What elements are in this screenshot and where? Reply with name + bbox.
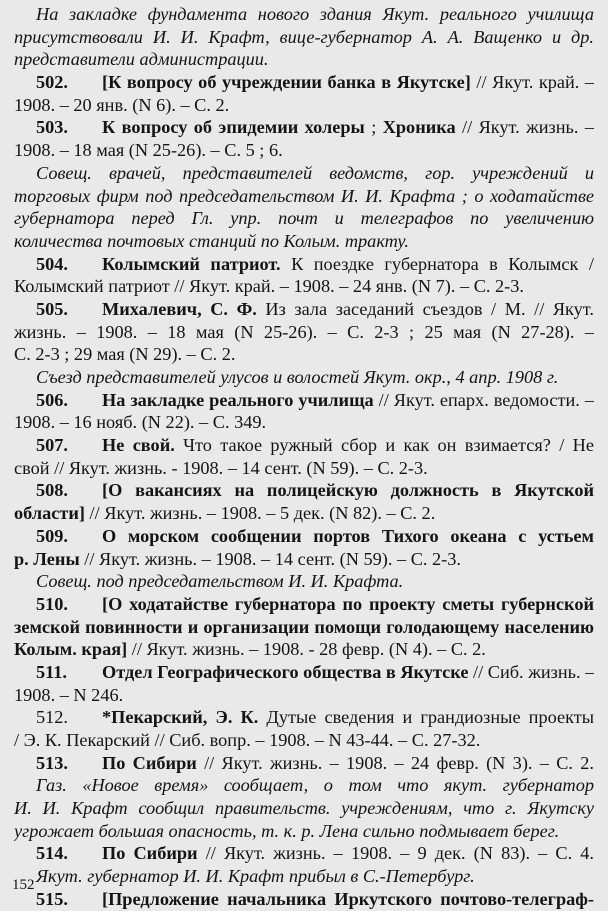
entry-title: По Сибири <box>102 752 197 773</box>
bibliography-entry <box>14 366 594 389</box>
entry-text: // Якут. епарх. ведомости. – <box>373 389 594 410</box>
entry-number: 509. <box>36 525 68 546</box>
entry-text: количества почтовых станций по Колым. тракту. <box>14 230 409 251</box>
entry-line <box>14 593 594 616</box>
entry-line <box>14 343 594 366</box>
entry-line <box>14 389 594 412</box>
entry-line <box>14 321 594 344</box>
bibliography-entry <box>14 116 594 161</box>
entry-number: 511. <box>36 661 67 682</box>
entry-line <box>14 752 594 775</box>
entry-line <box>14 842 594 865</box>
entry-number: 513. <box>36 752 68 773</box>
entry-line <box>14 479 594 502</box>
annotation-line <box>14 865 594 888</box>
entry-line <box>14 457 594 480</box>
entry-text: На закладке фундамента нового здания Якут. реального училища <box>36 4 594 24</box>
page-number: 152 <box>12 877 35 893</box>
entry-text: // Якут. жизнь. – 1908. - 28 февр. (N 4). – С. 2. <box>127 639 486 660</box>
annotation-line <box>14 207 594 230</box>
entry-line <box>14 661 594 684</box>
bibliography-entry <box>14 253 594 298</box>
entry-text: Съезд представителей улусов и волостей Якут. окр., 4 апр. 1908 г. <box>36 367 559 387</box>
entry-line <box>14 139 594 162</box>
entry-line <box>14 502 594 525</box>
entry-line <box>14 116 594 139</box>
entry-text: 1908. – 16 нояб. (N 22). – С. 349. <box>14 412 267 433</box>
entry-line <box>14 888 594 911</box>
bibliography-entry <box>14 865 594 888</box>
entry-title: р. Лены <box>14 548 80 569</box>
entry-title: [К вопросу об учреждении банка в Якутске] <box>102 72 471 93</box>
entry-line <box>14 71 594 94</box>
entry-title: [Предложение начальника Иркутского почтово-телеграф- <box>102 888 594 909</box>
entry-title: Не свой. <box>102 435 175 456</box>
entry-text: жизнь. – 1908. – 18 мая (N 25-26). – С. 2-3 ; 25 мая (N 27-28). – <box>14 321 594 342</box>
entry-title: земской повинности и организации помощи голодающему населению <box>14 616 594 637</box>
entry-line <box>14 525 594 548</box>
annotation-line <box>14 366 594 389</box>
entry-text: К поездке губернатора в Колымск / <box>280 253 594 274</box>
annotation-line <box>14 26 594 49</box>
entry-line <box>14 298 594 321</box>
annotation-line <box>14 185 594 208</box>
entry-title: На закладке реального училища <box>102 389 374 410</box>
entry-text: // Якут. жизнь. – 1908. – 9 дек. (N 83). – С. 4. <box>197 843 594 864</box>
annotation-line <box>14 570 594 593</box>
annotation-line <box>14 3 594 26</box>
entry-text: // Сиб. жизнь. – <box>468 661 594 682</box>
entry-title: *Пекарский, Э. К. <box>102 707 259 728</box>
entry-number: 505. <box>36 298 68 319</box>
entry-line <box>14 548 594 571</box>
bibliography-entry <box>14 389 594 434</box>
entry-text: Что такое ружный сбор и как он взимается? / Не <box>174 435 594 456</box>
entry-title: О морском сообщении портов Тихого океана с устьем <box>102 525 594 546</box>
entry-number: 506. <box>36 389 68 410</box>
annotation-line <box>14 820 594 843</box>
entry-title: Колым. края] <box>14 639 128 660</box>
entry-text: 1908. – 18 мая (N 25-26). – С. 5 ; 6. <box>14 140 283 161</box>
entry-line <box>14 616 594 639</box>
entry-line <box>14 253 594 276</box>
bibliography-entry <box>14 298 594 366</box>
entry-text: И. И. Крафт сообщил правительств. учреждениям, что г. Якутску <box>14 798 594 819</box>
entry-text: торговых фирм под председательством И. И. Крафта ; о ходатайстве <box>14 185 594 206</box>
entry-title: Михалевич, С. Ф. <box>102 298 257 319</box>
bibliography-entry <box>14 570 594 593</box>
entry-text: Газ. «Новое время» сообщает, о том что якут. губернатор <box>36 775 594 796</box>
entry-text: Совещ. под председательством И. И. Крафта. <box>36 571 404 592</box>
entry-text: // Якут. жизнь. – 1908. – 5 дек. (N 82). – С. 2. <box>84 503 436 524</box>
entry-line <box>14 729 594 752</box>
annotation-line <box>14 48 594 71</box>
entry-title: Хроника <box>382 117 456 138</box>
bibliography-entry <box>14 752 594 775</box>
entry-title: По Сибири <box>102 843 198 864</box>
entry-text: губернатора перед Гл. упр. почт и телеграфов по увеличению <box>14 208 594 229</box>
bibliography-entry <box>14 661 594 706</box>
entry-text: свой // Якут. жизнь. - 1908. – 14 сент. (N 59). – С. 2-3. <box>14 457 428 478</box>
entry-title: области] <box>14 503 85 524</box>
entry-text: угрожает большая опасность, т. к. р. Лена сильно подмывает берег. <box>14 820 560 841</box>
bibliography-entry <box>14 774 594 842</box>
entry-number: 507. <box>36 435 68 456</box>
entry-number: 503. <box>36 117 68 138</box>
entry-title: К вопросу об эпидемии холеры <box>102 117 365 138</box>
entry-text: С. 2-3 ; 29 мая (N 29). – С. 2. <box>14 344 236 365</box>
entry-line <box>14 94 594 117</box>
bibliography-entry <box>14 162 594 253</box>
entry-title: [О ходатайстве губернатора по проекту сметы губернской <box>102 593 594 614</box>
entry-text: / Э. К. Пекарский // Сиб. вопр. – 1908. – N 43-44. – С. 27-32. <box>14 730 481 750</box>
entry-number: 515. <box>36 888 68 909</box>
entry-text: // Якут. жизнь. – <box>455 117 594 138</box>
entry-text: Из зала заседаний съездов / М. // Якут. <box>256 298 594 319</box>
entry-number: 502. <box>36 72 68 93</box>
annotation-line <box>14 774 594 797</box>
annotation-line <box>14 230 594 253</box>
entry-number: 504. <box>36 253 68 274</box>
bibliography-entry <box>14 842 594 865</box>
bibliography-entry <box>14 593 594 661</box>
entry-text: // Якут. жизнь. – 1908. – 14 сент. (N 59). – С. 2-3. <box>79 548 461 569</box>
entry-text: Совещ. врачей, представителей ведомств, гор. учреждений и <box>36 162 594 183</box>
entry-text: Якут. губернатор И. И. Крафт прибыл в С.-Петербург. <box>36 866 475 887</box>
entry-line <box>14 411 594 434</box>
entry-title: Колымский патриот. <box>102 253 281 274</box>
entry-text: представители администрации. <box>14 49 269 70</box>
bibliography-entry <box>14 71 594 116</box>
entry-text: Колымский патриот // Якут. край. – 1908. – 24 янв. (N 7). – С. 2-3. <box>14 276 524 297</box>
entry-text: присутствовали И. И. Крафт, вице-губернатор А. А. Ващенко и др. <box>14 26 594 47</box>
entry-text: // Якут. жизнь. – 1908. – 24 февр. (N 3). – С. 2. <box>196 752 594 773</box>
entry-line <box>14 684 594 707</box>
bibliography-entry <box>14 434 594 479</box>
entry-text: 1908. – N 246. <box>14 684 124 705</box>
entry-number: 514. <box>36 843 68 864</box>
bibliography-entry <box>14 525 594 570</box>
bibliography-entry <box>14 3 594 71</box>
entry-number: 512. <box>36 707 68 728</box>
entry-text: // Якут. край. – <box>470 72 594 93</box>
entry-number: 510. <box>36 593 68 614</box>
entry-line <box>14 706 594 729</box>
entry-text: Дутые сведения и грандиозные проекты <box>258 707 594 728</box>
entry-title: Отдел Географического общества в Якутске <box>102 661 469 682</box>
entry-text: ; <box>364 117 383 138</box>
bibliography-entry <box>14 888 594 911</box>
entry-title: [О вакансиях на полицейскую должность в Якутской <box>102 480 594 501</box>
bibliography-entry <box>14 479 594 524</box>
entry-line <box>14 638 594 661</box>
entry-line <box>14 275 594 298</box>
bibliography-text <box>14 3 594 911</box>
bibliography-entry <box>14 706 594 751</box>
entry-number: 508. <box>36 480 68 501</box>
entry-text: 1908. – 20 янв. (N 6). – С. 2. <box>14 94 230 115</box>
annotation-line <box>14 162 594 185</box>
annotation-line <box>14 797 594 820</box>
entry-line <box>14 434 594 457</box>
